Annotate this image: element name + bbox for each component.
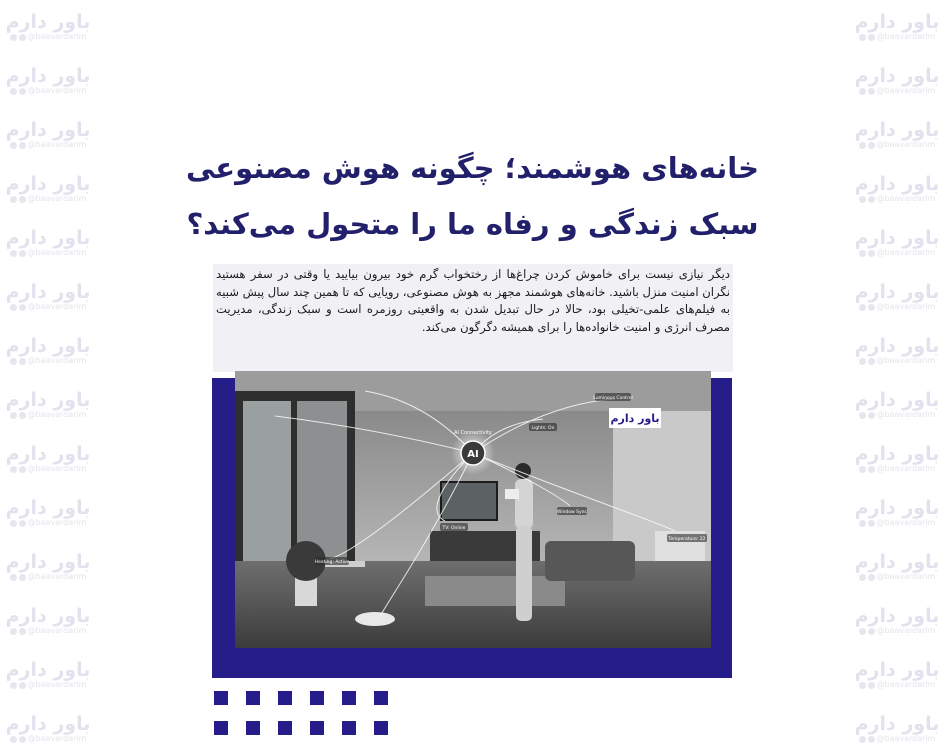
instagram-icon (10, 736, 17, 743)
handle-text: @baavardarim (876, 248, 936, 257)
watermark-handle (859, 680, 936, 690)
decorative-square (278, 691, 292, 705)
handle-text: @baavardarim (876, 680, 936, 689)
telegram-icon (19, 88, 26, 95)
handle-text: @baavardarim (876, 464, 936, 473)
handle-text: @baavardarim (27, 464, 87, 473)
watermark-handle (10, 518, 87, 528)
watermark-item (849, 216, 945, 270)
watermark-handle (10, 734, 87, 744)
handle-text: @baavardarim (27, 302, 87, 311)
person-legs (516, 526, 532, 621)
watermark-handle (10, 626, 87, 636)
watermark-logo: باور دارم (854, 11, 940, 33)
watermark-handle (859, 518, 936, 528)
decorative-square (342, 721, 356, 735)
instagram-icon (859, 412, 866, 419)
watermark-handle (859, 572, 936, 582)
watermark-logo: باور دارم (5, 335, 91, 357)
watermark-logo: باور دارم (5, 173, 91, 195)
watermark-item (0, 270, 96, 324)
decorative-square (342, 691, 356, 705)
handle-text: @baavardarim (27, 572, 87, 581)
watermark-logo: باور دارم (5, 65, 91, 87)
telegram-icon (19, 196, 26, 203)
hub-label: AI (467, 449, 479, 460)
telegram-icon (868, 466, 875, 473)
watermark-item (849, 378, 945, 432)
watermark-handle (859, 248, 936, 258)
instagram-icon (859, 142, 866, 149)
telegram-icon (19, 250, 26, 257)
telegram-icon (868, 358, 875, 365)
instagram-icon (10, 628, 17, 635)
watermark-logo: باور دارم (5, 11, 91, 33)
handle-text: @baavardarim (876, 734, 936, 743)
watermark-item (849, 324, 945, 378)
watermark-handle (859, 194, 936, 204)
watermark-item (0, 594, 96, 648)
telegram-icon (868, 682, 875, 689)
instagram-icon (859, 196, 866, 203)
watermark-item (0, 540, 96, 594)
watermark-item (849, 648, 945, 702)
watermark-item (849, 162, 945, 216)
telegram-icon (868, 88, 875, 95)
watermark-handle (859, 734, 936, 744)
node-label: Window Sync (556, 510, 588, 515)
handle-text: @baavardarim (27, 518, 87, 527)
watermark-handle (10, 680, 87, 690)
instagram-icon (859, 88, 866, 95)
instagram-icon (859, 682, 866, 689)
telegram-icon (868, 196, 875, 203)
watermark-item (849, 54, 945, 108)
watermark-handle (859, 356, 936, 366)
watermark-handle (859, 626, 936, 636)
watermark-item (0, 108, 96, 162)
handle-text: @baavardarim (27, 680, 87, 689)
watermark-logo: باور دارم (854, 119, 940, 141)
handle-text: @baavardarim (27, 626, 87, 635)
handle-text: @baavardarim (27, 410, 87, 419)
telegram-icon (19, 466, 26, 473)
robot-vacuum (355, 612, 395, 626)
instagram-icon (859, 736, 866, 743)
watermark-item (0, 432, 96, 486)
watermark-logo: باور دارم (854, 65, 940, 87)
handle-text: @baavardarim (876, 410, 936, 419)
watermark-logo: باور دارم (5, 281, 91, 303)
watermark-item (849, 702, 945, 756)
watermark-logo: باور دارم (854, 443, 940, 465)
watermark-handle (859, 410, 936, 420)
telegram-icon (19, 358, 26, 365)
node-label: Luminous Control (593, 396, 633, 401)
sofa (545, 541, 635, 581)
handle-text: @baavardarim (27, 734, 87, 743)
watermark-handle (859, 464, 936, 474)
smart-home-photo (235, 371, 711, 648)
handle-text: @baavardarim (876, 518, 936, 527)
decorative-square (310, 721, 324, 735)
watermark-handle (10, 356, 87, 366)
handle-text: @baavardarim (876, 86, 936, 95)
handle-text: @baavardarim (27, 194, 87, 203)
watermark-logo: باور دارم (5, 605, 91, 627)
instagram-icon (859, 520, 866, 527)
watermark-handle (10, 302, 87, 312)
watermark-logo: باور دارم (854, 227, 940, 249)
title-line-1: خانه‌های هوشمند؛ چگونه هوش مصنوعی (185, 151, 760, 185)
watermark-logo: باور دارم (854, 389, 940, 411)
instagram-icon (10, 304, 17, 311)
tablet (505, 489, 519, 499)
decorative-dots (214, 691, 394, 741)
watermark-item (849, 0, 945, 54)
decorative-square (246, 721, 260, 735)
node-label: Lights: On (531, 426, 555, 431)
node-label: Temperature: 22 (668, 537, 706, 542)
decorative-square (310, 691, 324, 705)
watermark-item (849, 270, 945, 324)
handle-text: @baavardarim (876, 302, 936, 311)
watermark-logo: باور دارم (5, 389, 91, 411)
instagram-icon (10, 520, 17, 527)
article-title (120, 140, 825, 252)
watermark-logo: باور دارم (5, 227, 91, 249)
telegram-icon (868, 628, 875, 635)
article-body: دیگر نیازی نیست برای خاموش کردن چراغ‌ها از رختخواب گرم خود بیرون بیایید یا وقتی در سفر هستید نگران امنیت منزل باشید. خانه‌های هوشمند مجهز به هوش مصنوعی، رویایی که تا همین چند سال پیش شبیه به فیلم‌های علمی-تخیلی بود، حالا در حال تبدیل شدن به واقعیتی روزمره است و سبک زندگی، مدیریت مصرف انرژی و امنیت خانواده‌ها را برای همیشه دگرگون می‌کند. (215, 267, 730, 334)
watermark-logo: باور دارم (854, 497, 940, 519)
watermark-logo: باور دارم (5, 659, 91, 681)
telegram-icon (19, 304, 26, 311)
watermark-handle (10, 32, 87, 42)
watermark-logo: باور دارم (5, 119, 91, 141)
watermark-item (849, 486, 945, 540)
instagram-icon (10, 34, 17, 41)
telegram-icon (868, 142, 875, 149)
handle-text: @baavardarim (876, 572, 936, 581)
watermark-item (0, 324, 96, 378)
watermark-column-left (0, 0, 96, 756)
watermark-handle (10, 248, 87, 258)
handle-text: @baavardarim (876, 140, 936, 149)
instagram-icon (859, 250, 866, 257)
telegram-icon (19, 628, 26, 635)
watermark-handle (859, 32, 936, 42)
person-body (515, 479, 533, 529)
watermark-handle (10, 140, 87, 150)
hub-caption: AI Connectivity (454, 430, 492, 436)
rug (425, 576, 565, 606)
node-label: Heating: Active (314, 560, 350, 565)
watermark-logo: باور دارم (854, 713, 940, 735)
watermark-handle (859, 140, 936, 150)
watermark-logo: باور دارم (5, 497, 91, 519)
watermark-handle (10, 464, 87, 474)
watermark-item (0, 0, 96, 54)
telegram-icon (19, 142, 26, 149)
telegram-icon (868, 250, 875, 257)
decorative-square (374, 721, 388, 735)
instagram-icon (10, 466, 17, 473)
watermark-item (0, 648, 96, 702)
watermark-logo: باور دارم (854, 281, 940, 303)
node-label: TV: Online (442, 526, 466, 531)
instagram-icon (859, 358, 866, 365)
handle-text: @baavardarim (27, 32, 87, 41)
watermark-column-right (849, 0, 945, 756)
watermark-item (0, 702, 96, 756)
telegram-icon (19, 412, 26, 419)
watermark-item (0, 162, 96, 216)
handle-text: @baavardarim (876, 194, 936, 203)
title-line-2: سبک زندگی و رفاه ما را متحول می‌کند؟ (186, 207, 759, 241)
instagram-icon (10, 574, 17, 581)
watermark-handle (10, 86, 87, 96)
watermark-handle (10, 572, 87, 582)
handle-text: @baavardarim (27, 140, 87, 149)
telegram-icon (868, 304, 875, 311)
telegram-icon (868, 520, 875, 527)
decorative-square (278, 721, 292, 735)
telegram-icon (19, 736, 26, 743)
watermark-logo: باور دارم (854, 173, 940, 195)
telegram-icon (868, 736, 875, 743)
watermark-handle (10, 410, 87, 420)
watermark-logo: باور دارم (5, 551, 91, 573)
watermark-item (0, 54, 96, 108)
decorative-square (214, 691, 228, 705)
instagram-icon (859, 34, 866, 41)
watermark-handle (10, 194, 87, 204)
watermark-item (849, 594, 945, 648)
instagram-icon (10, 358, 17, 365)
telegram-icon (19, 34, 26, 41)
watermark-item (0, 486, 96, 540)
photo-brand-logo: باور دارم (609, 408, 661, 428)
watermark-handle (859, 302, 936, 312)
instagram-icon (10, 88, 17, 95)
handle-text: @baavardarim (27, 356, 87, 365)
decorative-square (374, 691, 388, 705)
telegram-icon (868, 34, 875, 41)
watermark-handle (859, 86, 936, 96)
telegram-icon (19, 574, 26, 581)
instagram-icon (10, 250, 17, 257)
instagram-icon (859, 304, 866, 311)
handle-text: @baavardarim (876, 356, 936, 365)
instagram-icon (859, 628, 866, 635)
handle-text: @baavardarim (876, 626, 936, 635)
instagram-icon (10, 196, 17, 203)
instagram-icon (10, 412, 17, 419)
watermark-logo: باور دارم (854, 335, 940, 357)
handle-text: @baavardarim (27, 248, 87, 257)
watermark-item (0, 378, 96, 432)
watermark-logo: باور دارم (854, 551, 940, 573)
tv-display (442, 483, 496, 519)
decorative-square (214, 721, 228, 735)
watermark-item (0, 216, 96, 270)
telegram-icon (868, 412, 875, 419)
watermark-item (849, 108, 945, 162)
watermark-logo: باور دارم (854, 605, 940, 627)
watermark-item (849, 540, 945, 594)
watermark-logo: باور دارم (854, 659, 940, 681)
handle-text: @baavardarim (876, 32, 936, 41)
instagram-icon (10, 142, 17, 149)
watermark-item (849, 432, 945, 486)
watermark-logo: باور دارم (5, 443, 91, 465)
decorative-square (246, 691, 260, 705)
telegram-icon (19, 682, 26, 689)
instagram-icon (10, 682, 17, 689)
handle-text: @baavardarim (27, 86, 87, 95)
telegram-icon (19, 520, 26, 527)
instagram-icon (859, 466, 866, 473)
instagram-icon (859, 574, 866, 581)
telegram-icon (868, 574, 875, 581)
watermark-logo: باور دارم (5, 713, 91, 735)
